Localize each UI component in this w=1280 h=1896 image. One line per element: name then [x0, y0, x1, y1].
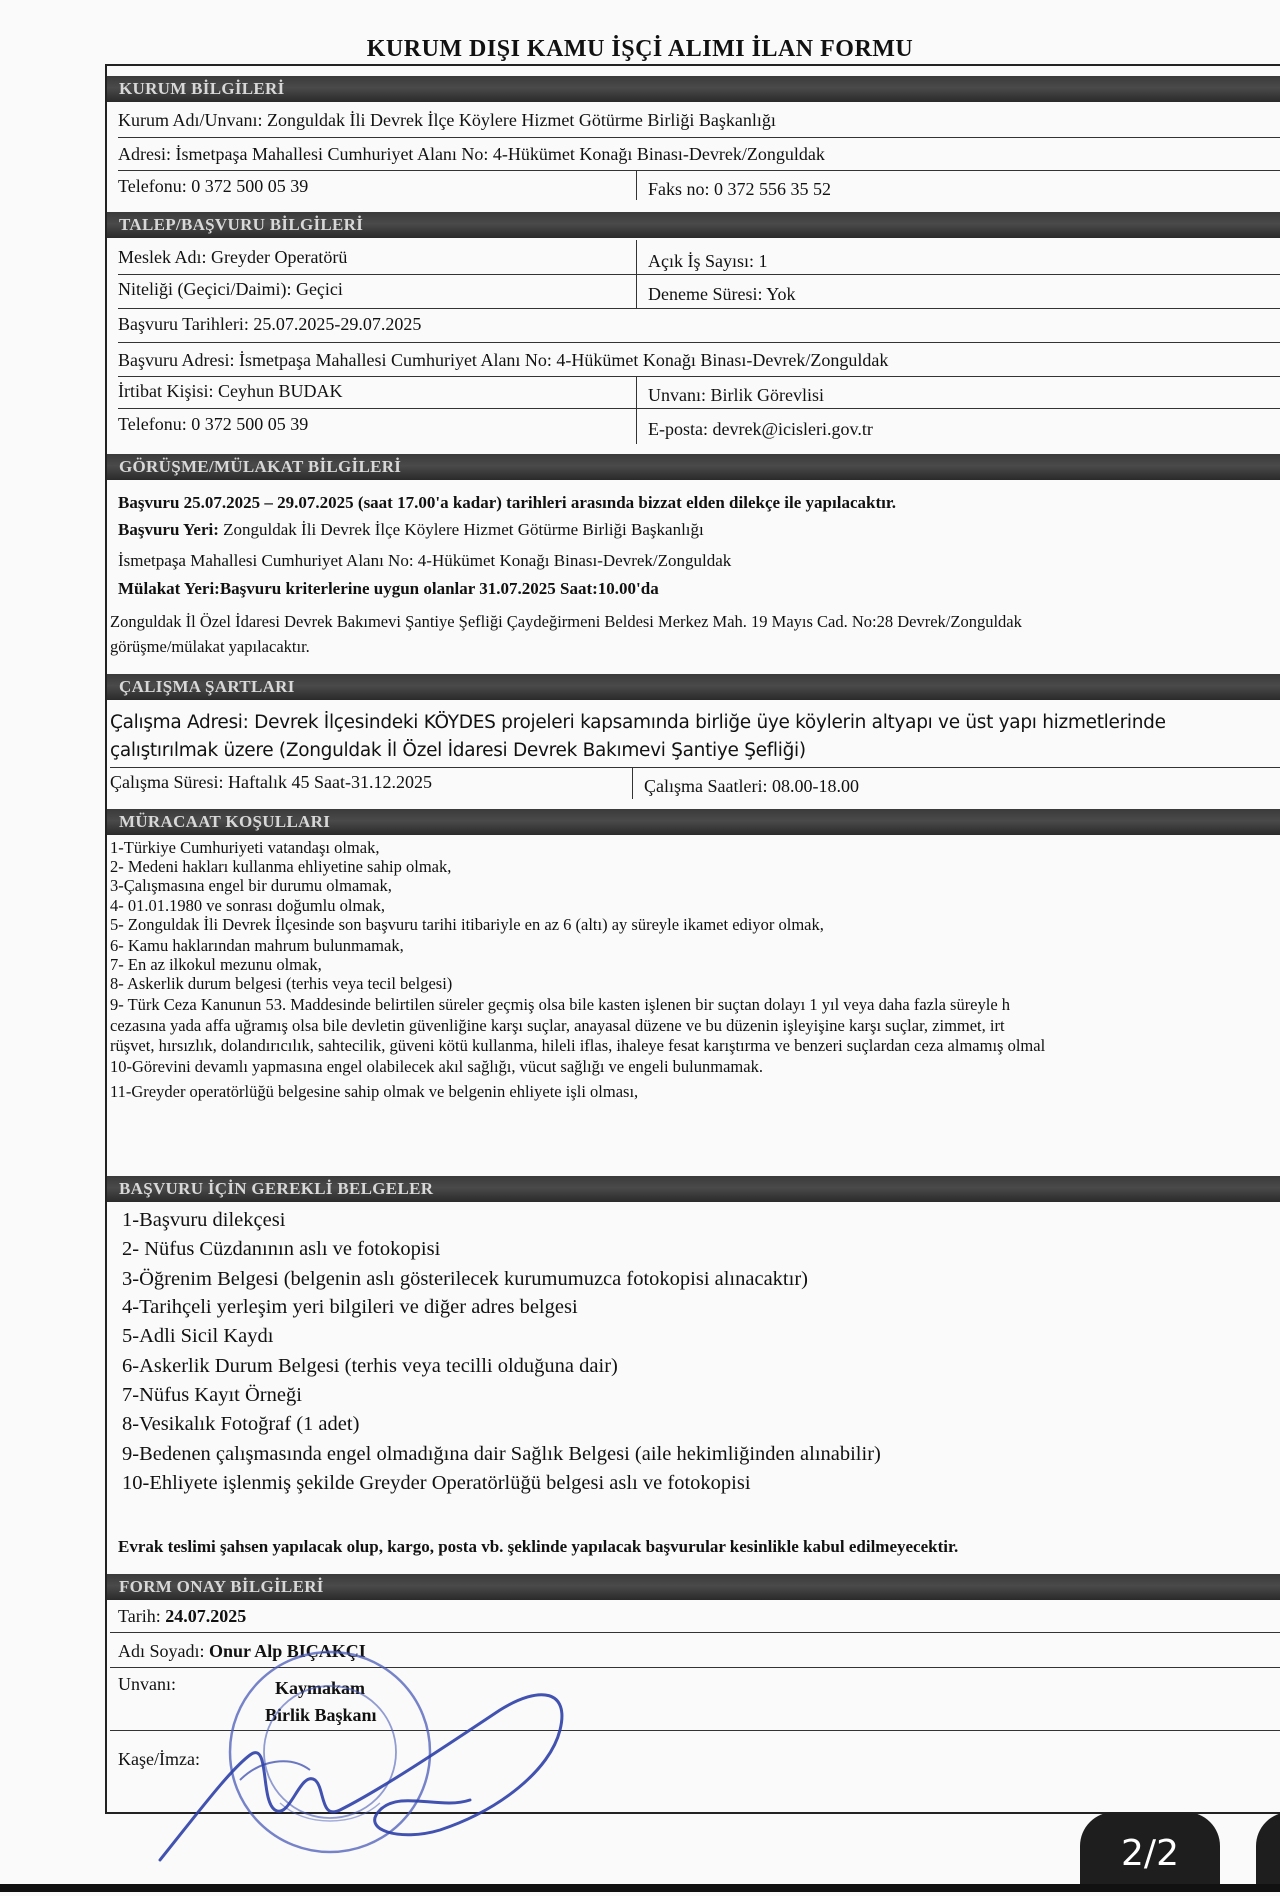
unvan-birlik-baskani: Birlik Başkanı: [265, 1705, 377, 1725]
irtibat-unvani: Unvanı: Birlik Görevlisi: [648, 385, 824, 405]
divider: [118, 342, 1280, 343]
belge-item: 10-Ehliyete işlenmiş şekilde Greyder Operatörlüğü belgesi aslı ve fotokopisi: [122, 1472, 751, 1494]
divider: [118, 408, 1280, 409]
belge-item: 7-Nüfus Kayıt Örneği: [122, 1384, 302, 1406]
divider: [632, 767, 633, 799]
divider: [118, 170, 1280, 171]
muracaat-item: 6- Kamu haklarından mahrum bulunmamak,: [110, 936, 404, 955]
divider: [118, 137, 1280, 138]
muracaat-item: 9- Türk Ceza Kanunun 53. Maddesinde belirtilen süreler geçmiş olsa bile kasten işlenen bir suçtan dolayı 1 yıl veya daha fazla süreyle h: [110, 995, 1011, 1014]
divider: [118, 308, 1280, 309]
muracaat-item: 10-Görevini devamlı yapmasına engel olabilecek akıl sağlığı, vücut sağlığı ve engeli bulunmamak.: [110, 1057, 763, 1076]
basvuru-adresi: Başvuru Adresi: İsmetpaşa Mahallesi Cumhuriyet Alanı No: 4-Hükümet Konağı Binası-Devrek/Zonguldak: [118, 350, 889, 370]
section-header-gorusme: GÖRÜŞME/MÜLAKAT BİLGİLERİ: [107, 454, 1280, 480]
gorusme-line-5: Zonguldak İl Özel İdaresi Devrek Bakımevi Şantiye Şefliği Çaydeğirmeni Beldesi Merkez Mah. 19 Mayıs Cad. No:28 Devrek/Zonguldak: [110, 612, 1022, 631]
muracaat-item: 8- Askerlik durum belgesi (terhis veya tecil belgesi): [110, 974, 453, 993]
muracaat-item: cezasına yada affa uğramış olsa bile devletin güvenliğine karşı suçlar, anayasal düzene ve bu düzenin işleyişine karşı suçlar, zimmet, irt: [110, 1016, 1005, 1035]
signature: [140, 1660, 660, 1870]
calisma-suresi: Çalışma Süresi: Haftalık 45 Saat-31.12.2025: [110, 772, 432, 792]
overlay-button[interactable]: [1256, 1812, 1280, 1892]
belge-item: 6-Askerlik Durum Belgesi (terhis veya tecilli olduğuna dair): [122, 1355, 618, 1377]
gorusme-line-1: Başvuru 25.07.2025 – 29.07.2025 (saat 17.00'a kadar) tarihleri arasında bizzat elden dilekçe ile yapılacaktır.: [118, 493, 897, 512]
section-header-kurum: KURUM BİLGİLERİ: [107, 76, 1280, 102]
kurum-adres: Adresi: İsmetpaşa Mahallesi Cumhuriyet Alanı No: 4-Hükümet Konağı Binası-Devrek/Zonguldak: [118, 144, 825, 164]
belge-item: 2- Nüfus Cüzdanının aslı ve fotokopisi: [122, 1238, 441, 1260]
talep-telefon: Telefonu: 0 372 500 05 39: [118, 414, 309, 434]
muracaat-item: rüşvet, hırsızlık, dolandırıcılık, sahtecilik, güveni kötü kullanma, hileli iflas, ihaleye fesat karıştırma ve benzeri suçlardan ceza almamış olmal: [110, 1036, 1046, 1055]
muracaat-item: 3-Çalışmasına engel bir durumu olmamak,: [110, 876, 392, 895]
calisma-adresi-2: çalıştırılmak üzere (Zonguldak İl Özel İdaresi Devrek Bakımevi Şantiye Şefliği): [110, 740, 806, 761]
muracaat-item: 1-Türkiye Cumhuriyeti vatandaşı olmak,: [110, 838, 380, 857]
belge-item: 3-Öğrenim Belgesi (belgenin aslı gösterilecek kurumumuzca fotokopisi alınacaktır): [122, 1268, 808, 1290]
divider: [636, 170, 637, 200]
muracaat-item: 2- Medeni hakları kullanma ehliyetine sahip olmak,: [110, 857, 452, 876]
gorusme-line-3: İsmetpaşa Mahallesi Cumhuriyet Alanı No: 4-Hükümet Konağı Binası-Devrek/Zonguldak: [118, 551, 732, 570]
muracaat-item: 5- Zonguldak İli Devrek İlçesinde son başvuru tarihi itibariyle en az 6 (altı) ay süreyle ikamet ediyor olmak,: [110, 915, 824, 934]
talep-eposta: E-posta: devrek@icisleri.gov.tr: [648, 419, 873, 439]
belge-item: 4-Tarihçeli yerleşim yeri bilgileri ve diğer adres belgesi: [122, 1296, 578, 1318]
niteligi: Niteliği (Geçici/Daimi): Geçici: [118, 279, 343, 299]
basvuru-yeri-label: Başvuru Yeri:: [118, 520, 219, 539]
calisma-saatleri: Çalışma Saatleri: 08.00-18.00: [644, 776, 859, 796]
divider: [110, 1632, 1280, 1633]
section-header-onay: FORM ONAY BİLGİLERİ: [107, 1574, 1280, 1600]
tarih-label: Tarih:: [118, 1606, 161, 1626]
page-indicator: 2/2: [1080, 1812, 1220, 1892]
tarih-row: [118, 1605, 246, 1627]
ad-label: Adı Soyadı:: [118, 1641, 205, 1661]
kurum-telefon: Telefonu: 0 372 500 05 39: [118, 176, 309, 196]
muracaat-item: 11-Greyder operatörlüğü belgesine sahip olmak ve belgenin ehliyete işli olması,: [110, 1082, 639, 1101]
belge-item: 1-Başvuru dilekçesi: [122, 1209, 286, 1231]
section-header-muracaat: MÜRACAAT KOŞULLARI: [107, 809, 1280, 835]
mulakat-yeri: Mülakat Yeri:Başvuru kriterlerine uygun olanlar 31.07.2025 Saat:10.00'da: [118, 579, 659, 598]
divider: [118, 376, 1280, 377]
calisma-adresi-1: Çalışma Adresi: Devrek İlçesindeki KÖYDES projeleri kapsamında birliğe üye köylerin altyapı ve üst yapı hizmetlerinde: [110, 712, 1166, 733]
belge-item: 8-Vesikalık Fotoğraf (1 adet): [122, 1413, 360, 1435]
evrak-notu: Evrak teslimi şahsen yapılacak olup, kargo, posta vb. şeklinde yapılacak başvurular kesinlikle kabul edilmeyecektir.: [118, 1537, 959, 1556]
kurum-adi: Kurum Adı/Unvanı: Zonguldak İli Devrek İlçe Köylere Hizmet Götürme Birliği Başkanlığı: [118, 110, 776, 130]
divider: [118, 274, 1280, 275]
divider: [636, 240, 637, 308]
muracaat-item: 4- 01.01.1980 ve sonrası doğumlu olmak,: [110, 896, 385, 915]
deneme-suresi: Deneme Süresi: Yok: [648, 284, 796, 304]
section-header-talep: TALEP/BAŞVURU BİLGİLERİ: [107, 212, 1280, 238]
basvuru-tarihleri: Başvuru Tarihleri: 25.07.2025-29.07.2025: [118, 314, 422, 334]
muracaat-item: 7- En az ilkokul mezunu olmak,: [110, 955, 322, 974]
kase-imza-label: Kaşe/İmza:: [118, 1749, 200, 1769]
unvan-kaymakam: Kaymakam: [275, 1678, 365, 1698]
section-header-belgeler: BAŞVURU İÇİN GEREKLİ BELGELER: [107, 1176, 1280, 1202]
kurum-faks: Faks no: 0 372 556 35 52: [648, 179, 832, 199]
divider: [636, 376, 637, 444]
form-title: KURUM DIŞI KAMU İŞÇİ ALIMI İLAN FORMU: [366, 36, 914, 62]
tarih-value: 24.07.2025: [165, 1606, 247, 1626]
belge-item: 9-Bedenen çalışmasında engel olmadığına dair Sağlık Belgesi (aile hekimliğinden alınabilir): [122, 1443, 881, 1465]
bottom-bar: [0, 1884, 1280, 1892]
gorusme-line-2: [118, 519, 704, 541]
gorusme-line-6: görüşme/mülakat yapılacaktır.: [110, 637, 310, 656]
divider: [110, 767, 1280, 768]
unvan-label: Unvanı:: [118, 1674, 176, 1694]
ad-value: Onur Alp BIÇAKÇI: [209, 1641, 366, 1661]
basvuru-yeri-text: Zonguldak İli Devrek İlçe Köylere Hizmet Götürme Birliği Başkanlığı: [218, 520, 704, 539]
belge-item: 5-Adli Sicil Kaydı: [122, 1325, 274, 1347]
acik-is-sayisi: Açık İş Sayısı: 1: [648, 251, 768, 271]
irtibat-kisisi: İrtibat Kişisi: Ceyhun BUDAK: [118, 381, 343, 401]
section-header-calisma: ÇALIŞMA ŞARTLARI: [107, 674, 1280, 700]
meslek-adi: Meslek Adı: Greyder Operatörü: [118, 247, 348, 267]
